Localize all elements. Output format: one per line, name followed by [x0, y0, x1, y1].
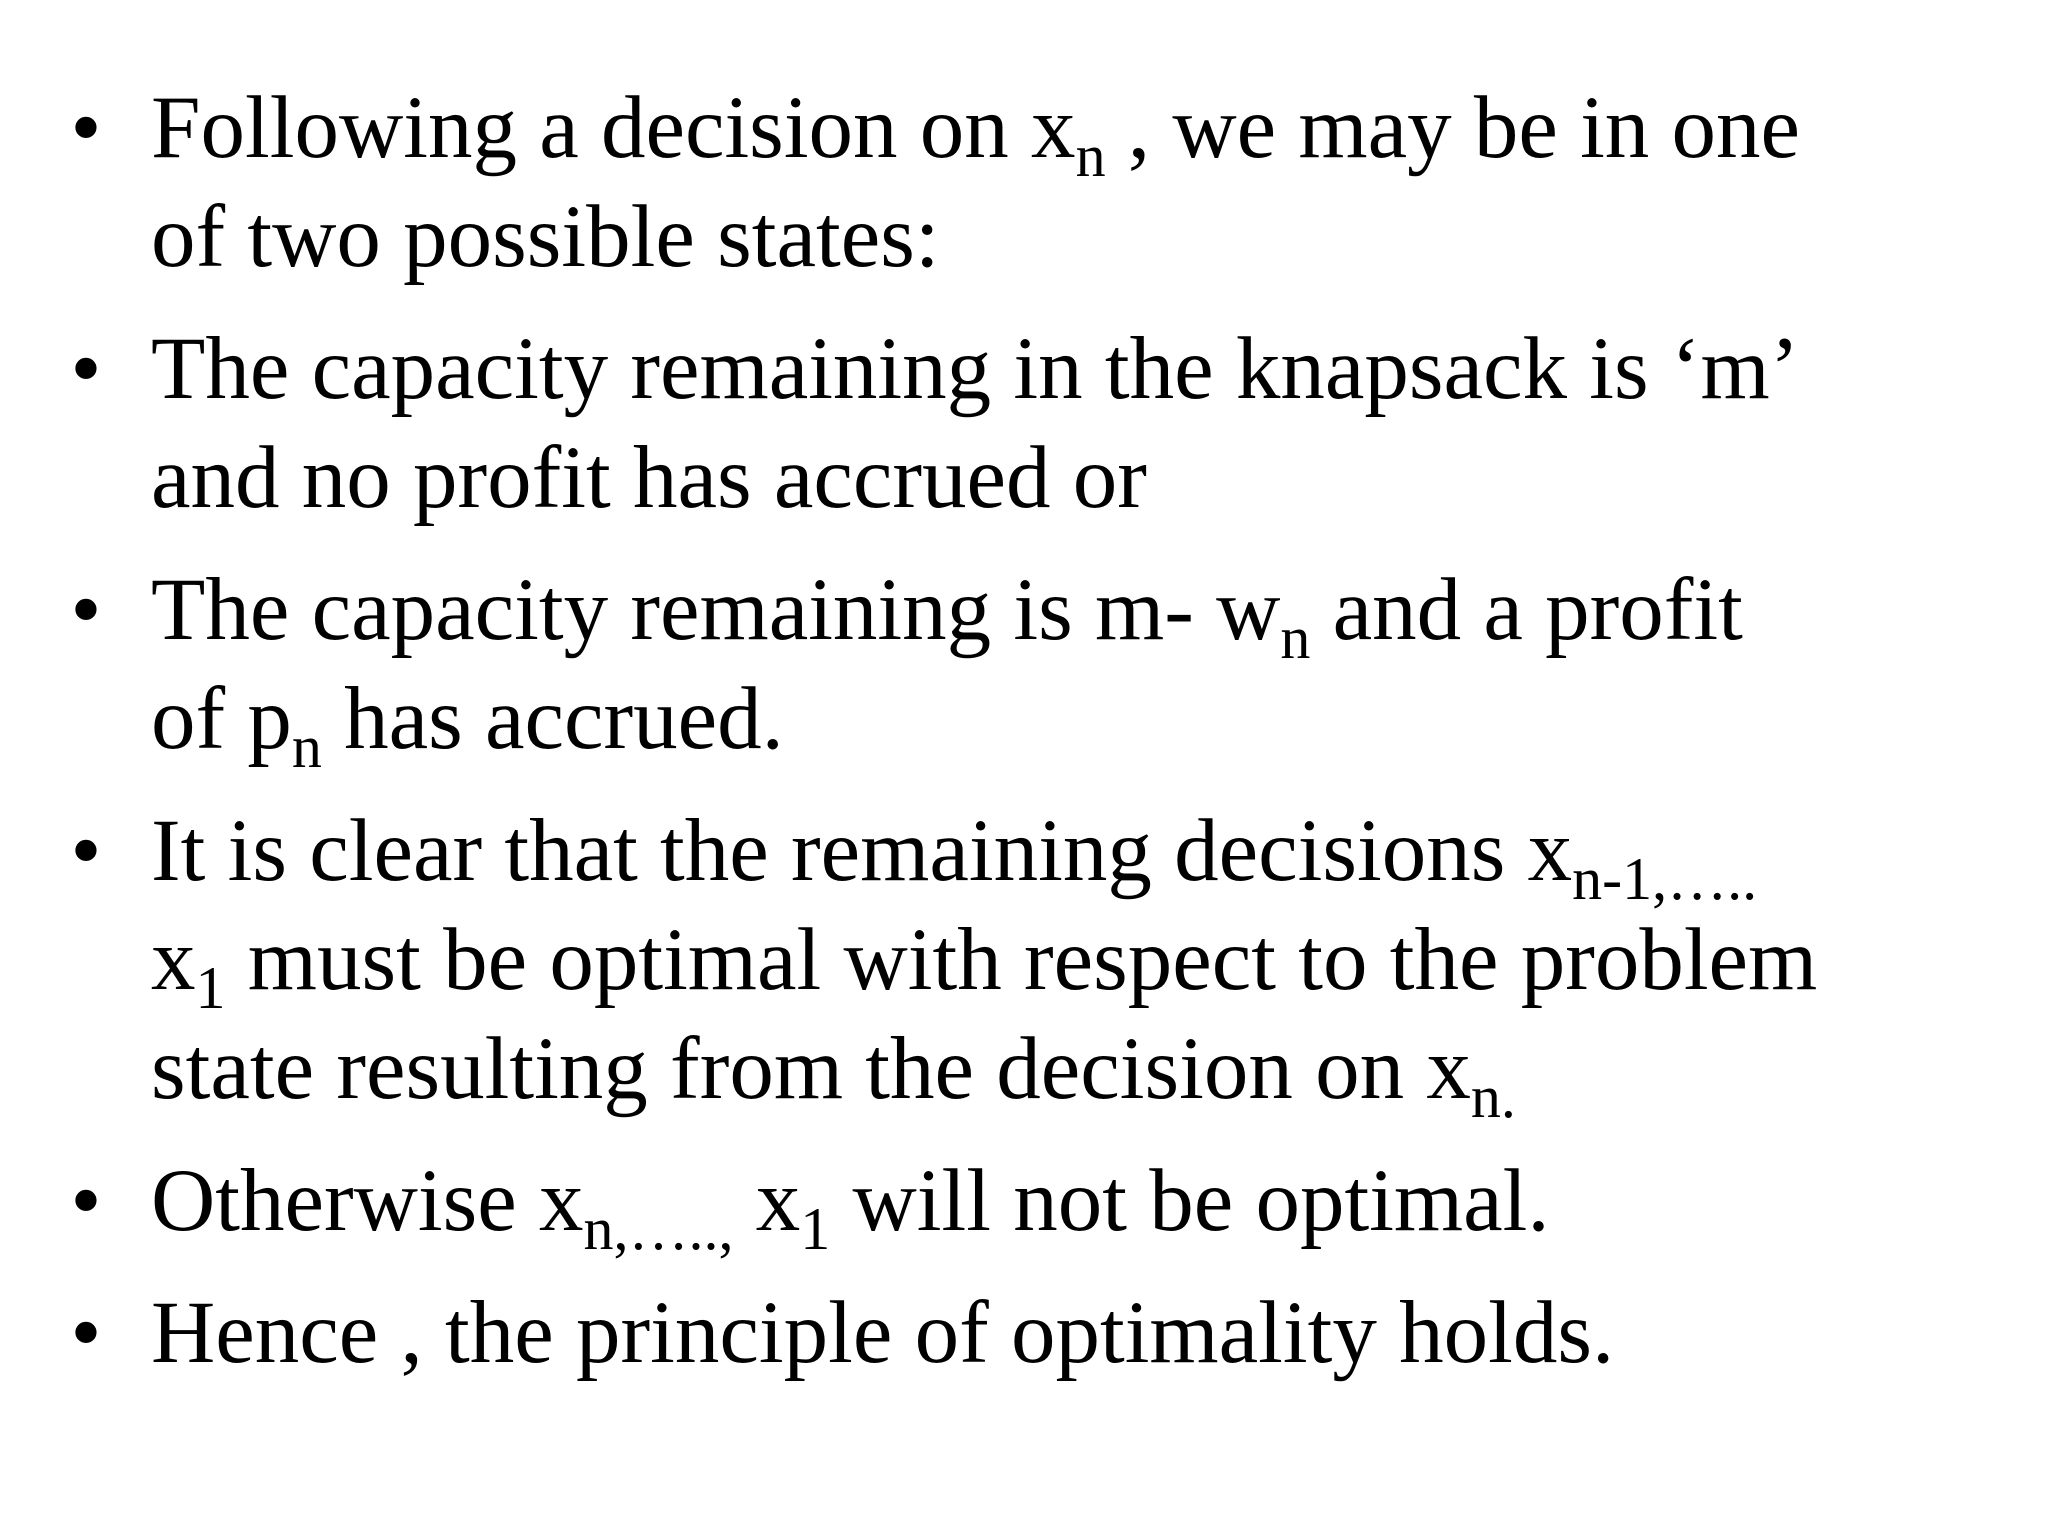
bullet-4-text: x	[151, 911, 196, 1009]
subscript: 1	[195, 955, 226, 1022]
bullet-3-text: and a profit	[1310, 561, 1743, 659]
bullet-3-text: The capacity remaining is m- w	[151, 561, 1281, 659]
bullet-item-3	[66, 556, 1986, 781]
subscript: 1	[800, 1196, 831, 1263]
bullet-5-text: will not be optimal.	[830, 1152, 1550, 1250]
subscript: n.	[1470, 1064, 1516, 1131]
bullet-item-5	[66, 1147, 1986, 1263]
bullet-icon: •	[70, 79, 102, 177]
bullet-5-text: x	[733, 1152, 801, 1250]
bullet-2-text: The capacity remaining in the knapsack is ‘m’	[151, 320, 1800, 418]
subscript: n	[1280, 605, 1311, 672]
bullet-4-text: must be optimal with respect to the problem	[225, 911, 1818, 1009]
bullet-4-text: state resulting from the decision on x	[151, 1020, 1471, 1118]
bullet-list	[66, 74, 1986, 1411]
subscript: n,…..,	[583, 1196, 734, 1263]
bullet-icon: •	[70, 1152, 102, 1250]
bullet-3-text: has accrued.	[321, 670, 784, 768]
bullet-4-text: It is clear that the remaining decisions x	[151, 802, 1573, 900]
bullet-1-text: Following a decision on x	[151, 79, 1076, 177]
bullet-1-text: , we may be in one	[1105, 79, 1801, 177]
bullet-icon: •	[70, 320, 102, 418]
subscript: n	[1075, 123, 1106, 190]
bullet-icon: •	[70, 561, 102, 659]
bullet-icon: •	[70, 802, 102, 900]
subscript: n	[291, 714, 322, 781]
bullet-icon: •	[70, 1284, 102, 1382]
bullet-item-6	[66, 1279, 1986, 1388]
bullet-item-4	[66, 797, 1986, 1131]
bullet-5-text: Otherwise x	[151, 1152, 584, 1250]
bullet-1-text: of two possible states:	[151, 188, 940, 286]
bullet-6-text: Hence , the principle of optimality holds.	[151, 1284, 1615, 1382]
bullet-3-text: of p	[151, 670, 292, 768]
subscript: n-1,…..	[1572, 846, 1758, 913]
bullet-item-2	[66, 315, 1986, 533]
bullet-item-1	[66, 74, 1986, 292]
bullet-2-text: and no profit has accrued or	[151, 429, 1147, 527]
